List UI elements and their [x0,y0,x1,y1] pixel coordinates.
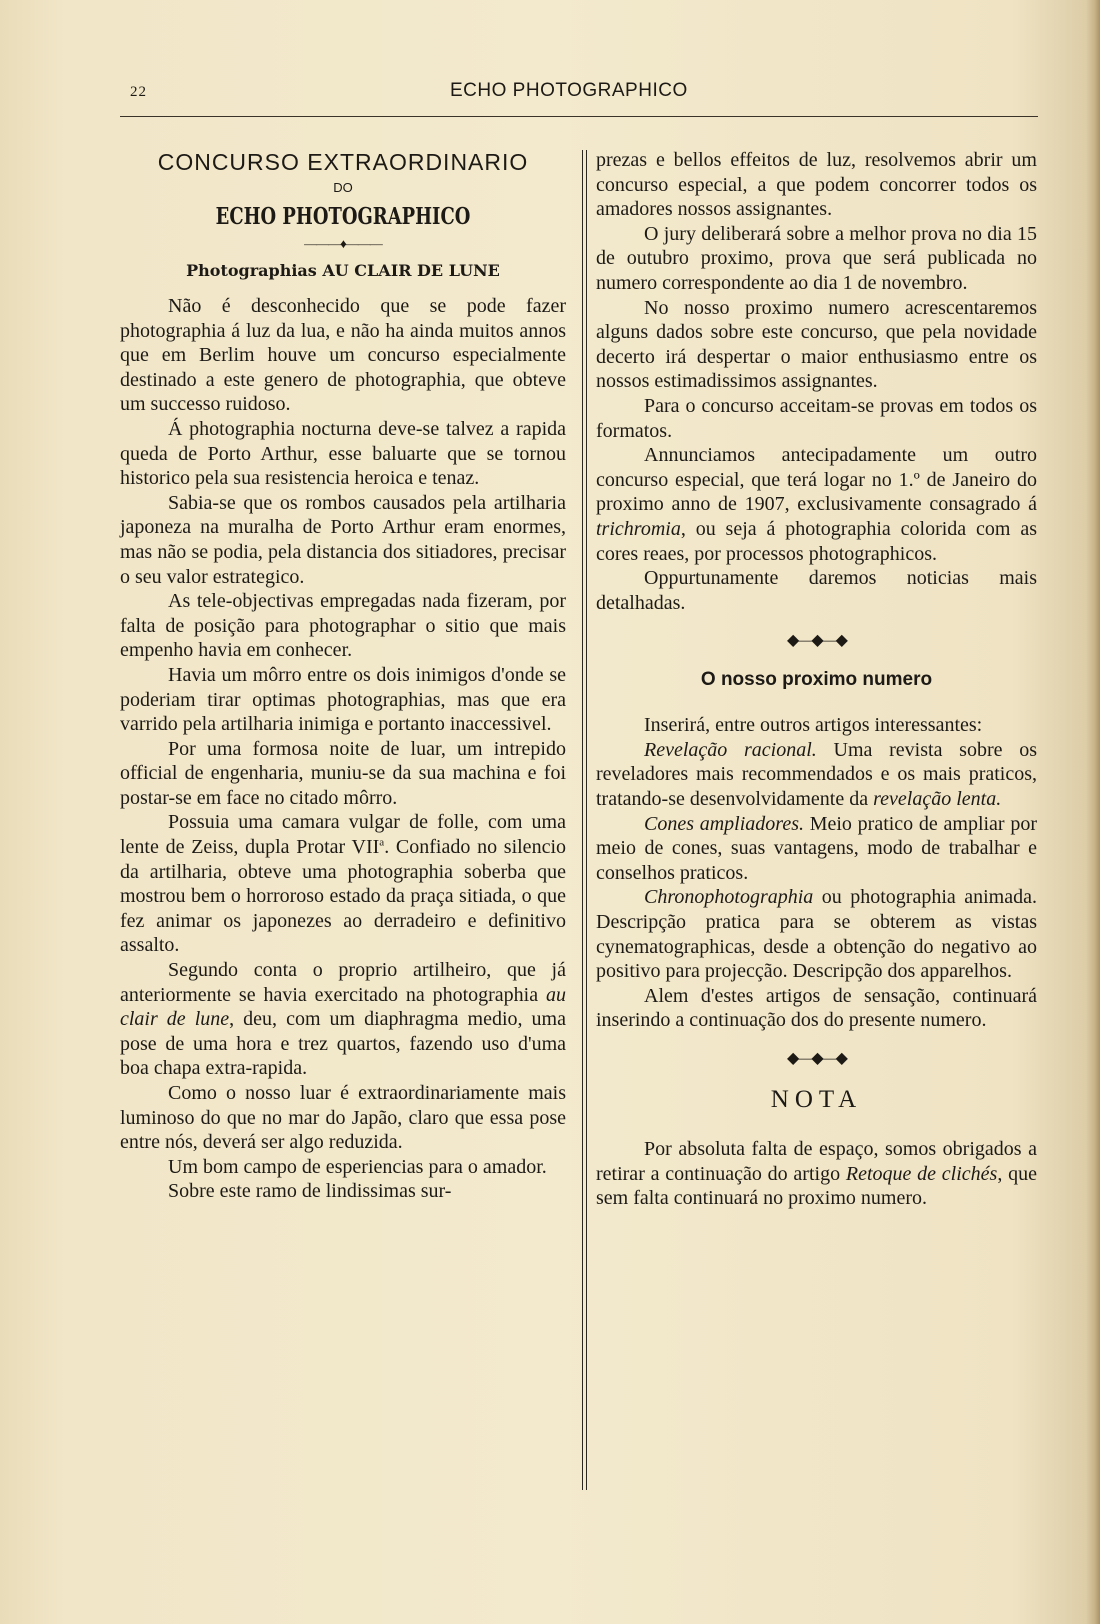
paragraph: Oppurtunamente daremos noticias mais detalhadas. [596,567,1037,614]
paragraph: Sabia-se que os rombos causados pela artilharia japoneza na muralha de Porto Arthur eram enormes, mas não se podia, pela distancia dos sitiadores, precisar o seu valor estrategico. [120,491,566,588]
paragraph: prezas e bellos effeitos de luz, resolvemos abrir um concurso especial, a que podem concorrer todos os amadores nossos assignantes. [596,149,1037,221]
paragraph-text: Meio pratico de ampliar por meio de cones, suas vantagens, modo de trabalhar e conselhos praticos. [596,812,1037,884]
paragraph-text: , deu, com um diaphragma medio, uma pose de uma hora e trez quartos, fazendo uso d'uma boa chapa extra-rapida. [120,1008,566,1080]
section-heading: O nosso proximo numero [700,669,933,691]
page-edge-shadow [1086,0,1100,1624]
header-rule [120,116,1038,117]
page-number: 22 [130,84,147,100]
running-title: ECHO PHOTOGRAPHICO [450,80,688,101]
contest-title-do: DO [333,180,353,195]
page-header [120,80,1038,112]
italic-phrase: revelação lenta. [873,788,1002,811]
title-ornament: ———♦——— [304,236,382,251]
right-column [596,148,1037,1211]
magazine-name: ECHO PHOTOGRAPHICO [215,203,471,230]
paragraph [120,810,566,958]
paragraph-text: ou photographia animada. Descripção pratica para se obterem as vistas cynematographicas, desde a obtenção do negativo ao positivo para projecção. Descripção dos apparelhos. [596,886,1037,983]
nota-heading: NOTA [770,1086,863,1113]
paragraph-text: Uma revista sobre os reveladores mais recommendados e os mais praticos, tratando-se desenvolvidamente da [596,738,1038,811]
paragraph-text: Por absoluta falta de espaço, somos obrigados a retirar a continuação do artigo [596,1138,1037,1185]
paragraph-text: . Confiado no silencio da artilharia, obteve uma photographia soberba que mostrou bem o horroroso estado da praça sitiada, o que fez animar os japonezes ao derradeiro e definitivo assalto. [120,836,566,957]
paragraph: Havia um môrro entre os dois inimigos d'onde se poderiam tirar optimas photographias, mas que era varrido pela artilharia inimiga e portanto inaccessivel. [120,663,566,736]
paragraph: Para o concurso acceitam-se provas em todos os formatos. [596,394,1037,442]
paragraph [596,738,1037,812]
article-subtitle: Photographias AU CLAIR DE LUNE [186,261,500,280]
paragraph: Um bom campo de esperiencias para o amador. [168,1155,547,1178]
superscript: a [379,836,385,849]
paragraph: Á photographia nocturna deve-se talvez a rapida queda de Porto Arthur, esse baluarte que se tornou historico pela sua resistencia heroica e tenaz. [120,417,566,490]
italic-phrase: Revelação racional. [644,738,817,761]
italic-phrase: au clair de lune [120,983,566,1031]
paragraph: No nosso proximo numero acrescentaremos alguns dados sobre este concurso, que pela novidade decerto irá despertar o maior enthusiasmo entre os nossos estimadissimos assignantes. [596,296,1037,393]
italic-phrase: trichromia [596,517,681,540]
left-column [120,148,566,1204]
column-divider-inner [586,150,587,1490]
paragraph: Não é desconhecido que se pode fazer photographia á luz da lua, e não ha ainda muitos annos que em Berlim houve um concurso especialmente destinado a este genero de photographia, que obteve um successo ruidoso. [120,295,566,416]
paragraph: Como o nosso luar é extraordinariamente mais luminoso do que no mar do Japão, claro que essa pose entre nós, deverá ser algo reduzida. [120,1082,566,1154]
italic-phrase: Cones ampliadores. [644,812,804,835]
paragraph [596,443,1037,566]
paragraph: Sobre este ramo de lindissimas sur- [168,1180,452,1203]
column-divider [582,150,583,1490]
paragraph [596,1137,1037,1211]
italic-phrase: Chronophotographia [644,886,814,909]
section-ornament: ◆—◆—◆ [787,632,846,650]
paragraph [596,885,1037,983]
section-ornament: ◆—◆—◆ [787,1050,846,1067]
paragraph-text: , que sem falta continuará no proximo numero. [596,1162,1037,1210]
paragraph: O jury deliberará sobre a melhor prova no dia 15 de outubro proximo, prova que será publicada no numero correspondente ao dia 1 de novembro. [596,222,1037,294]
italic-phrase: Retoque de clichés [845,1162,998,1185]
paragraph-text: , ou seja á photographia colorida com as cores reaes, por processos photographicos. [596,517,1037,565]
paragraph-text: Possuia uma camara vulgar de folle, com uma lente de Zeiss, dupla Protar VII [120,811,566,859]
paragraph-text: Segundo conta o proprio artilheiro, que já anteriormente se havia exercitado na photographia [120,959,566,1006]
paragraph [596,812,1037,886]
paragraph: Por uma formosa noite de luar, um intrepido official de engenharia, muniu-se da sua machina e foi postar-se em face no citado môrro. [120,737,566,809]
paragraph-text: Annunciamos antecipadamente um outro concurso especial, que terá logar no 1.º de Janeiro do proximo anno de 1907, exclusivamente consagrado á [596,444,1037,516]
paragraph [120,958,566,1081]
paragraph: Inserirá, entre outros artigos interessantes: [644,714,983,737]
paragraph: As tele-objectivas empregadas nada fizeram, por falta de posição para photographar o sitio que mais empenho havia em conhecer. [120,590,566,662]
contest-title: CONCURSO EXTRAORDINARIO [157,149,529,175]
paragraph: Alem d'estes artigos de sensação, continuará inserindo a continuação dos do presente numero. [596,984,1037,1032]
